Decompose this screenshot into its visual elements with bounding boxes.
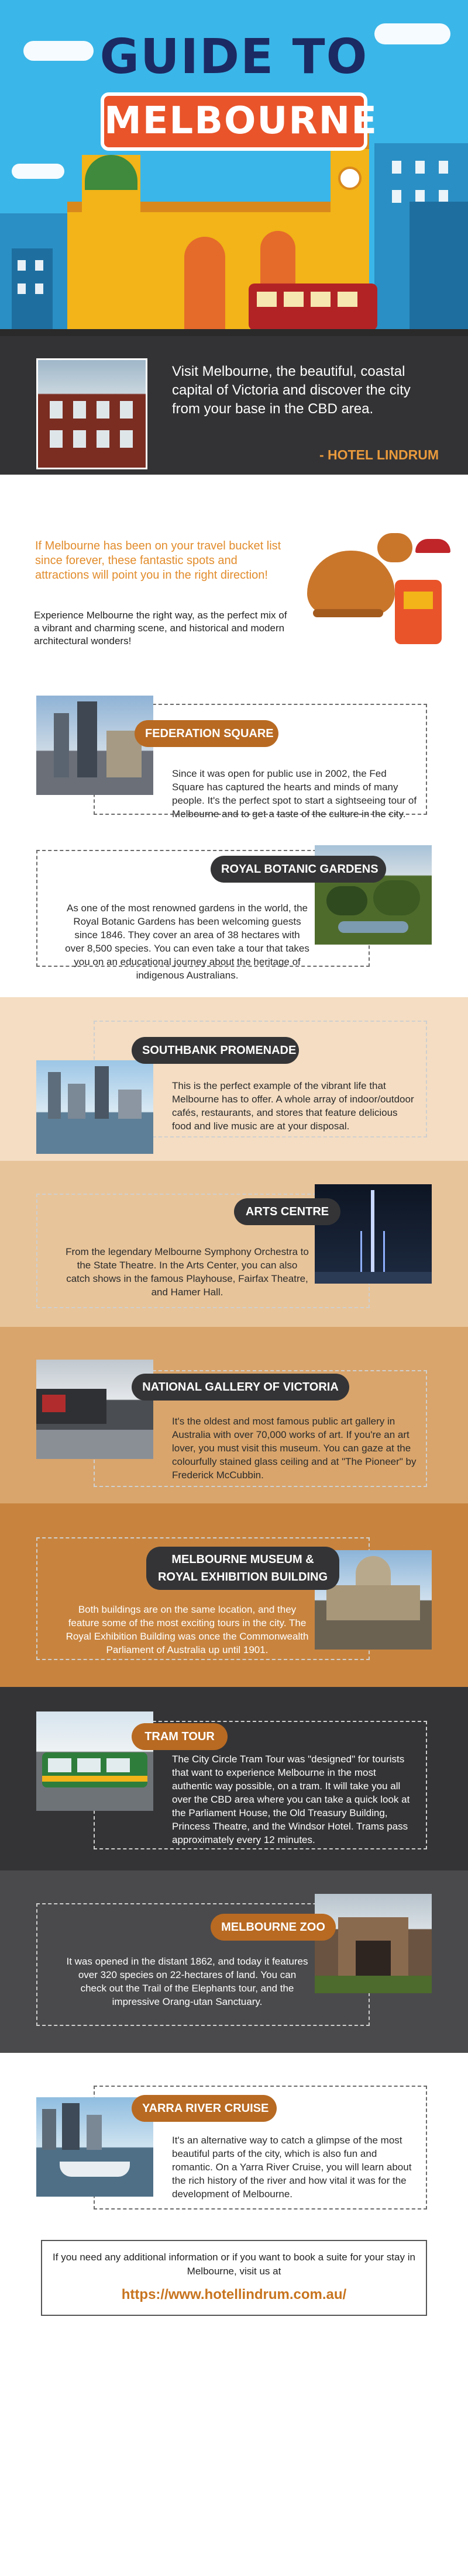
skyline-building (12, 248, 53, 336)
section-body-text: As one of the most renowned gardens in the world, the Royal Botanic Gardens has been welcoming guests since 1846. They cover an area of 38 hectares with over 8,500 species. You can even take a tour that takes you on an educational journey about the heritage of indigenous Australians. (65, 903, 309, 981)
section-royal-botanic-gardens (0, 832, 468, 997)
section-body-text: Both buildings are on the same location, and they feature some of the most exciting tours in the city. The Royal Exhibition Building was once the Commonwealth Parliament of Australia up until 1901. (66, 1604, 309, 1655)
footer-box (41, 2240, 427, 2316)
station-dome-illustration (82, 155, 140, 336)
melbourne-zoo-photo (315, 1894, 432, 1993)
southbank-promenade-photo (36, 1060, 153, 1154)
ground-strip (0, 329, 468, 336)
section-title-tag: ARTS CENTRE (234, 1198, 340, 1225)
section-body-text: The City Circle Tram Tour was "designed" for tourists that want to experience Melbourne in the most authentic way possible, on a tram. It will take you all over the CBD area where you can take a quick look at the Parliament House, the Old Treasury Building, Princess Theatre, and the Windsor Hotel. Trams pass approximately every 12 minutes. (172, 1754, 410, 1845)
section-body-text: This is the perfect example of the vibrant life that Melbourne has to offer. A whole array of indoor/outdoor cafés, restaurants, and stores that feature delicious food and live music are at your disposal. (172, 1080, 414, 1132)
section-title-tag: NATIONAL GALLERY OF VICTORIA (132, 1374, 349, 1401)
intro-text: Visit Melbourne, the beautiful, coastal capital of Victoria and discover the city from your base in the CBD area. (172, 364, 411, 417)
section-body-text: Since it was open for public use in 2002, the Fed Square has captured the hearts and minds of many people. It's the perfect spot to start a sightseeing tour of Melbourne and to get a taste of the culture in the city. (172, 768, 417, 820)
footer-text: If you need any additional information or if you want to book a suite for your stay in Melbourne, visit us at (53, 2252, 415, 2277)
section-title-line2: ROYAL EXHIBITION BUILDING (157, 1571, 328, 1583)
hotel-lindrum-photo (36, 358, 147, 469)
section-body-text: From the legendary Melbourne Symphony Orchestra to the State Theatre. In the Arts Center, you can also catch shows in the famous Playhouse, Fairfax Theatre, and Hamer Hall. (66, 1246, 309, 1298)
section-arts-centre (0, 1161, 468, 1327)
kangaroo-luggage-illustration (301, 527, 453, 662)
federation-square-photo (36, 696, 153, 795)
section-melbourne-zoo (0, 1870, 468, 2053)
section-title-tag: FEDERATION SQUARE (135, 720, 278, 747)
section-yarra-river-cruise (0, 2053, 468, 2228)
hero-title-banner (101, 92, 378, 151)
section-national-gallery-victoria (0, 1327, 468, 1503)
cloud-shape (12, 164, 64, 179)
section-title-tag: YARRA RIVER CRUISE (132, 2095, 277, 2122)
section-title-line1: MELBOURNE MUSEUM & (171, 1553, 314, 1566)
footer-website-link[interactable]: https://www.hotellindrum.com.au/ (121, 2287, 347, 2302)
intro-panel (0, 336, 468, 475)
section-melbourne-museum (0, 1503, 468, 1687)
section-federation-square (0, 668, 468, 832)
section-body-text: It's an alternative way to catch a glimpse of the most beautiful parts of the city, which is also fun and romantic. On a Yarra River Cruise, you will learn about the rich history of the river and how vital it was for the development of Melbourne. (172, 2135, 412, 2200)
hero-header (0, 0, 468, 336)
section-title-tag: SOUTHBANK PROMENADE (132, 1037, 299, 1064)
intro-signature: - HOTEL LINDRUM (319, 447, 439, 462)
section-title-tag (146, 1547, 339, 1590)
section-tram-tour (0, 1687, 468, 1870)
footer (0, 2228, 468, 2325)
tram-illustration (249, 283, 377, 330)
section-title-tag: TRAM TOUR (132, 1723, 228, 1750)
teaser-orange-text: If Melbourne has been on your travel bucket list since forever, these fantastic spots and attractions will point you in the right direction! (35, 540, 281, 582)
section-body-text: It was opened in the distant 1862, and today it features over 320 species on 22-hectares of land. You can check out the Trail of the Elephants tour, and the impressive Orang-utan Sanctuary. (66, 1956, 308, 2007)
section-southbank-promenade (0, 997, 468, 1161)
teaser-dark-text: Experience Melbourne the right way, as the perfect mix of a vibrant and charming scene, and historical and modern architectural wonders! (34, 610, 287, 646)
section-body-text: It's the oldest and most famous public art gallery in Australia with over 70,000 works of art. If you're an art lover, you must visit this museum. You can gaze at the colourfully stained glass ceiling and at "The Pioneer" by Frederick McCubbin. (172, 1416, 417, 1481)
hero-title-line1: GUIDE TO (99, 29, 369, 85)
national-gallery-photo (36, 1360, 153, 1459)
hero-title-line2: MELBOURNE (104, 99, 378, 143)
section-title-tag: ROYAL BOTANIC GARDENS (211, 856, 386, 883)
teaser-panel (0, 475, 468, 668)
skyline-building (410, 202, 468, 336)
section-title-tag: MELBOURNE ZOO (211, 1914, 336, 1941)
